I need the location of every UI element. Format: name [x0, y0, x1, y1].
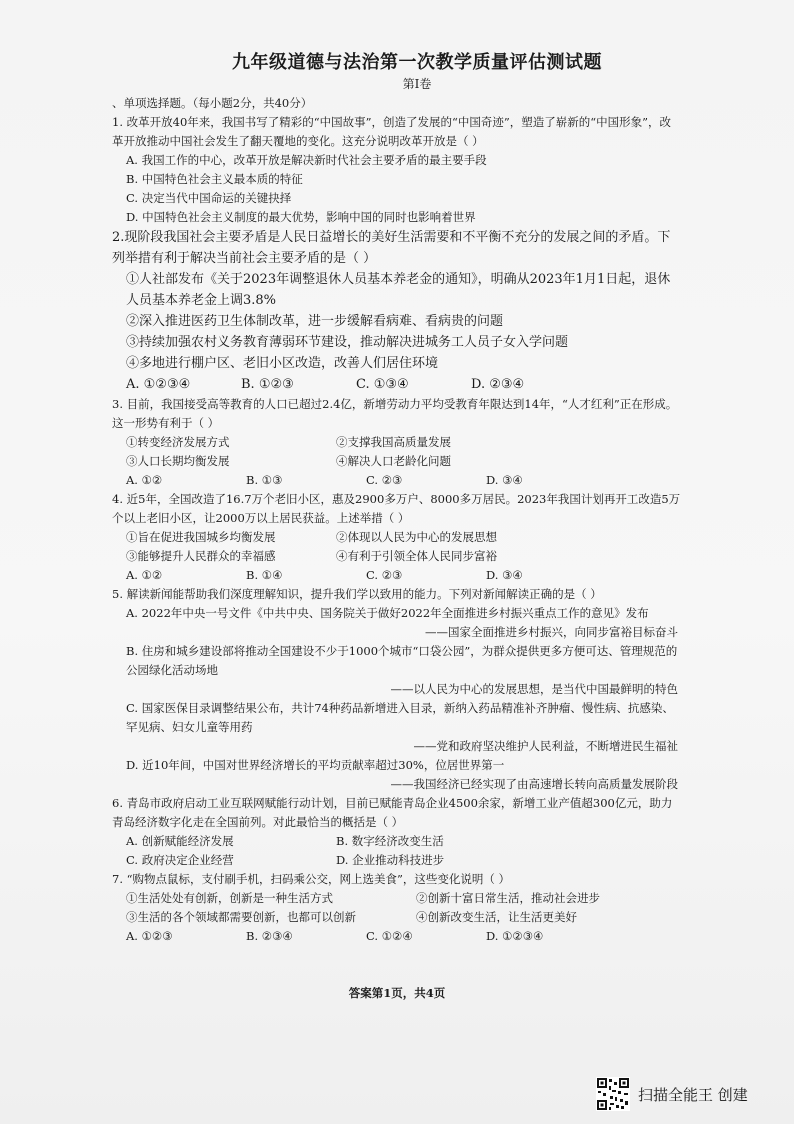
question-2 [112, 227, 682, 395]
statement: ①转变经济发展方式 [126, 435, 230, 449]
answer-row [112, 374, 682, 395]
answer-option: B. ①②③ [241, 377, 294, 392]
statement-row [112, 889, 682, 908]
answer-row [112, 471, 682, 490]
question-stem: 2.现阶段我国社会主要矛盾是人民日益增长的美好生活需要和不平衡不充分的发展之间的矛盾。下列举措有利于解决当前社会主要矛盾的是（ ） [112, 230, 671, 266]
option: A. 我国工作的中心，改革开放是解决新时代社会主要矛盾的最主要手段 [126, 153, 487, 167]
answer-option: B. 数字经济改变生活 [336, 834, 444, 848]
statement-row [112, 528, 682, 547]
option: D. 中国特色社会主义制度的最大优势，影响中国的同时也影响着世界 [126, 210, 476, 224]
question-stem: 5. 解读新闻能帮助我们深度理解知识，提升我们学以致用的能力。下列对新闻解读正确的是（ ） [112, 587, 602, 601]
section-heading: 、单项选择题。（每小题2分，共40分） [112, 96, 313, 110]
statement: ④多地进行棚户区、老旧小区改造，改善人们居住环境 [126, 356, 439, 371]
statement: ④有利于引领全体人民同步富裕 [336, 549, 497, 563]
answer-row [112, 566, 682, 585]
answer-option: C. ①②④ [366, 929, 413, 943]
answer-option: D. ③④ [486, 568, 523, 582]
statement-row [112, 908, 682, 927]
answer-option: B. ②③④ [246, 929, 293, 943]
page-subtitle: 第Ⅰ卷 [402, 77, 432, 91]
answer-option: B. ①④ [246, 568, 283, 582]
question-5 [112, 585, 682, 794]
option: D. 近10年间，中国对世界经济增长的平均贡献率超过30%，位居世界第一 [126, 758, 505, 772]
question-stem: 6. 青岛市政府启动工业互联网赋能行动计划，目前已赋能青岛企业4500余家，新增工业产值超300亿元，助力青岛经济数字化走在全国前列。对此最恰当的概括是（ ） [112, 796, 673, 829]
question-3 [112, 395, 682, 490]
statement-row [112, 433, 682, 452]
page-title: 九年级道德与法治第一次教学质量评估测试题 [232, 52, 602, 73]
question-1 [112, 113, 682, 227]
statement: ①生活处处有创新，创新是一种生活方式 [126, 891, 333, 905]
statement: ③持续加强农村义务教育薄弱环节建设，推动解决进城务工人员子女入学问题 [126, 335, 569, 350]
statement: ③能够提升人民群众的幸福感 [126, 549, 276, 563]
answer-option: A. ①② [126, 473, 163, 487]
watermark-text: 扫描全能王 创建 [638, 1085, 748, 1104]
answer-row [112, 927, 682, 946]
option-interpretation: ——党和政府坚决维护人民利益，不断增进民生福祉 [413, 739, 678, 753]
statement-row [112, 547, 682, 566]
statement: ②支撑我国高质量发展 [336, 435, 451, 449]
option: A. 2022年中央一号文件《中共中央、国务院关于做好2022年全面推进乡村振兴重点工作的意见》发布 [126, 606, 649, 620]
option-interpretation: ——国家全面推进乡村振兴，向同步富裕目标奋斗 [425, 625, 678, 639]
statement: ③生活的各个领域都需要创新，也都可以创新 [126, 910, 356, 924]
statement: ④创新改变生活，让生活更美好 [416, 910, 577, 924]
statement: ①旨在促进我国城乡均衡发展 [126, 530, 276, 544]
scanner-watermark [596, 1075, 748, 1113]
question-stem: 1. 改革开放40年来，我国书写了精彩的“中国故事”，创造了发展的“中国奇迹”，塑造了崭新的“中国形象”，改革开放推动中国社会发生了翻天覆地的变化。这充分说明改革开放是（ ） [112, 115, 672, 148]
exam-content [112, 50, 682, 946]
question-stem: 7. “购物点鼠标，支付刷手机，扫码乘公交，网上选美食”，这些变化说明（ ） [112, 872, 511, 886]
question-4 [112, 490, 682, 585]
statement: ①人社部发布《关于2023年调整退休人员基本养老金的通知》，明确从2023年1月1日起，退休人员基本养老金上调3.8% [126, 272, 671, 308]
page-footer: 答案第1页，共4页 [348, 986, 446, 1000]
question-stem: 4. 近5年，全国改造了16.7万个老旧小区，惠及2900多万户、8000多万居民。2023年我国计划再开工改造5万个以上老旧小区，让2000万以上居民获益。上述举措（ ） [112, 492, 681, 525]
answer-option: A. ①②③ [126, 929, 173, 943]
answer-row [112, 851, 682, 870]
statement: ②体现以人民为中心的发展思想 [336, 530, 497, 544]
answer-option: A. ①②③④ [126, 377, 191, 392]
statement: ③人口长期均衡发展 [126, 454, 230, 468]
option: C. 决定当代中国命运的关键抉择 [126, 191, 292, 205]
answer-option: C. ①③④ [356, 377, 409, 392]
option: B. 中国特色社会主义最本质的特征 [126, 172, 303, 186]
answer-option: D. ②③④ [471, 377, 525, 392]
answer-option: D. ①②③④ [486, 929, 544, 943]
option-interpretation: ——以人民为中心的发展思想，是当代中国最鲜明的特色 [390, 682, 678, 696]
question-7 [112, 870, 682, 946]
answer-option: A. 创新赋能经济发展 [126, 834, 234, 848]
statement: ②深入推进医药卫生体制改革，进一步缓解看病难、看病贵的问题 [126, 314, 504, 329]
option: C. 国家医保目录调整结果公布，共计74种药品新增进入目录，新纳入药品精准补齐肿瘤、慢性病、抗感染、罕见病、妇女儿童等用药 [126, 701, 674, 734]
answer-option: C. ②③ [366, 568, 403, 582]
answer-option: B. ①③ [246, 473, 283, 487]
answer-option: C. 政府决定企业经营 [126, 853, 234, 867]
statement: ②创新十富日常生活，推动社会进步 [416, 891, 600, 905]
answer-option: A. ①② [126, 568, 163, 582]
option: B. 住房和城乡建设部将推动全国建设不少于1000个城市“口袋公园”，为群众提供更多方便可达、管理规范的公园绿化活动场地 [126, 644, 678, 677]
statement: ④解决人口老龄化问题 [336, 454, 451, 468]
answer-row [112, 832, 682, 851]
option-interpretation: ——我国经济已经实现了由高速增长转向高质量发展阶段 [390, 777, 678, 791]
answer-option: C. ②③ [366, 473, 403, 487]
question-6 [112, 794, 682, 870]
answer-option: D. ③④ [486, 473, 523, 487]
question-stem: 3. 目前，我国接受高等教育的人口已超过2.4亿，新增劳动力平均受教育年限达到14年，“人才红利”正在形成。这一形势有利于（ ） [112, 397, 678, 430]
answer-option: D. 企业推动科技进步 [336, 853, 445, 867]
qr-code-icon [596, 1077, 630, 1111]
statement-row [112, 452, 682, 471]
